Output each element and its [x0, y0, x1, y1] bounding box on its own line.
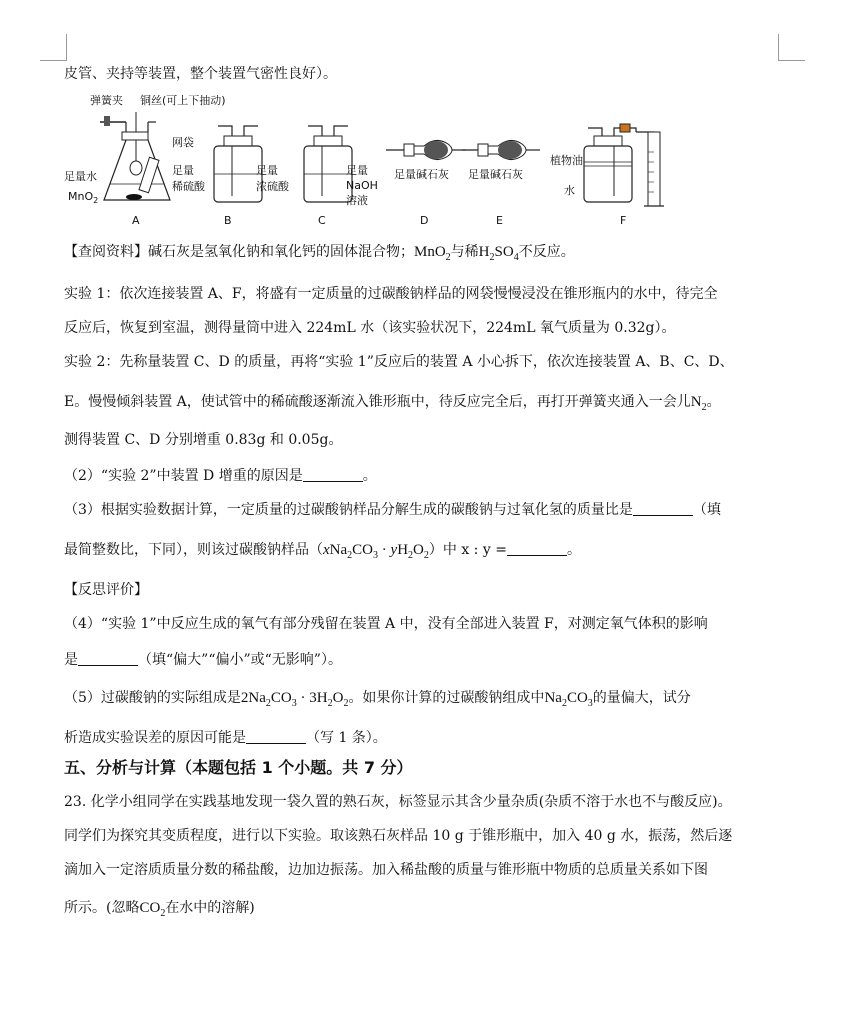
question-5-line-1 [64, 688, 691, 714]
page-corner-mark-right [778, 34, 805, 61]
question-4-line-2 [64, 650, 342, 670]
label-net-bag: 网袋 [172, 136, 194, 149]
apparatus-b [214, 126, 290, 227]
text-line-exp2-c: 测得装置 C、D 分别增重 0.83g 和 0.05g。 [64, 432, 343, 448]
label-mno2-sub: 2 [93, 196, 99, 205]
apparatus-d [386, 140, 466, 227]
apparatus-a [64, 93, 226, 227]
answer-blank-q3-xy[interactable] [507, 541, 567, 556]
q2-text: （2）“实验 2”中装置 D 增重的原因是 [64, 468, 303, 484]
question-3-line-2: 最简整数比，下同），则该过碳酸钠样品$(xNa_2CO_3 \cdot yH_2O_2)$中 x : y = 。 [64, 542, 581, 561]
formula-na2co3: $Na_2CO_3$ [544, 690, 593, 709]
problem-23-line-4 [64, 898, 255, 924]
text-line-info [64, 242, 575, 268]
formula-sample: $xNa_2CO_3 \cdot yH_2O_2$ [323, 542, 429, 561]
q3-text-c: 最简整数比，下同），则该过碳酸钠样品（ [64, 542, 323, 558]
question-5-line-2 [64, 728, 387, 748]
label-dilute-acid-1: 足量 [172, 164, 194, 177]
p23-text-e: 在水中的溶解) [165, 900, 255, 916]
answer-blank-q4[interactable] [78, 651, 138, 666]
problem-23-line-2: 同学们为探究其变质程度，进行以下实验。取该熟石灰样品 10 g 于锥形瓶中，加入 40 g 水，振荡，然后逐 [64, 828, 733, 844]
text-line-exp2-b: E。慢慢倾斜装置 A，使试管中的稀硫酸逐渐流入锥形瓶中，待反应完全后，再打开弹簧夹通入一会儿$N_2$。 [64, 394, 721, 413]
text-line-continuation: 皮管、夹持等装置，整个装置气密性良好）。 [64, 66, 337, 82]
formula-co2: $CO_2$ [139, 900, 166, 919]
label-f-water: 水 [564, 184, 575, 197]
problem-23-line-1: 23. 化学小组同学在实践基地发现一袋久置的熟石灰，标签显示其含少量杂质(杂质不溶于水也不与酸反应)。 [64, 794, 732, 810]
letter-a: A [132, 214, 140, 227]
label-e: 足量碱石灰 [468, 168, 523, 181]
label-mno2-text: MnO [68, 190, 94, 203]
label-c-2: NaOH [346, 179, 378, 192]
q4-text-b: 是 [64, 652, 78, 668]
question-4-line-1: （4）“实验 1”中反应生成的氧气有部分残留在装置 A 中，没有全部进入装置 F，对测定氧气体积的影响 [64, 616, 708, 632]
label-b-1: 足量 [256, 164, 278, 177]
info-part-b: 与稀 [450, 244, 479, 260]
q4-text-c: （填“偏大”“偏小”或“无影响”）。 [138, 652, 342, 668]
letter-b: B [224, 214, 232, 227]
q3-text-d: ）中 x : y = [428, 542, 507, 558]
q5-text-c: 的量偏大，试分 [592, 690, 691, 706]
label-spring-clip: 弹簧夹 [90, 94, 123, 107]
q5-text-b: 。如果你计算的过碳酸钠组成中 [348, 690, 545, 706]
label-oil: 植物油 [550, 154, 583, 167]
answer-blank-q5[interactable] [246, 729, 306, 744]
apparatus-c [304, 126, 378, 227]
letter-d: D [420, 214, 429, 227]
info-part-a: 【查阅资料】碱石灰是氢氧化钠和氧化钙的固体混合物； [64, 244, 414, 260]
exp2-part-b: E。慢慢倾斜装置 A，使试管中的稀硫酸逐渐流入锥形瓶中，待反应完全后，再打开弹簧夹通入一会儿 [64, 394, 691, 410]
page-corner-mark-left [40, 34, 67, 61]
q3-text-b: （填 [692, 502, 721, 518]
formula-mno2: MnO$_2$ [414, 244, 451, 263]
p23-text-d: 所示。(忽略 [64, 900, 140, 916]
formula-h2so4: $H_2SO_4$ [478, 244, 519, 263]
text-line-exp1-a: 实验 1：依次连接装置 A、F，将盛有一定质量的过碳酸钠样品的网袋慢慢浸没在锥形瓶内的水中，待完全 [64, 286, 718, 302]
apparatus-f [550, 124, 664, 227]
label-copper-wire: 铜丝(可上下抽动) [140, 94, 226, 107]
letter-e: E [496, 214, 503, 227]
answer-blank-q3-ratio[interactable] [633, 501, 693, 516]
question-3-line-1 [64, 500, 721, 520]
q3-text-a: （3）根据实验数据计算，一定质量的过碳酸钠样品分解生成的碳酸钠与过氧化氢的质量比是 [64, 502, 633, 518]
formula-n2: $N_2$ [690, 394, 707, 413]
label-water: 足量水 [64, 170, 97, 183]
label-mno2 [68, 190, 98, 205]
problem-23-line-3: 滴加入一定溶质质量分数的稀盐酸，边加边振荡。加入稀盐酸的质量与锥形瓶中物质的总质量关系如下图 [64, 862, 708, 878]
formula-actual-composition: $2Na_2CO_3 \cdot 3H_2O_2$ [240, 690, 349, 709]
label-d: 足量碱石灰 [394, 168, 449, 181]
letter-f: F [620, 214, 627, 227]
label-c-3: 溶液 [346, 194, 368, 207]
q5-text-a: （5）过碳酸钠的实际组成是 [64, 690, 241, 706]
apparatus-e [462, 140, 540, 227]
apparatus-figure [64, 92, 674, 232]
q5-text-d: 析造成实验误差的原因可能是 [64, 730, 246, 746]
label-dilute-acid-2: 稀硫酸 [172, 180, 205, 193]
q5-text-e: （写 1 条）。 [306, 730, 387, 746]
question-2: （2）“实验 2”中装置 D 增重的原因是 。 [64, 468, 377, 484]
text-line-exp1-b: 反应后，恢复到室温，测得量筒中进入 224mL 水（该实验状况下，224mL 氧气质量为 0.32g）。 [64, 320, 676, 336]
label-b-2: 浓硫酸 [256, 180, 289, 193]
label-c-1: 足量 [346, 164, 368, 177]
answer-blank-q2[interactable] [303, 467, 363, 482]
section-reflection: 【反思评价】 [64, 582, 148, 598]
text-line-exp2-a: 实验 2：先称量装置 C、D 的质量，再将“实验 1”反应后的装置 A 小心拆下，依次连接装置 A、B、C、D、 [64, 354, 734, 370]
letter-c: C [318, 214, 326, 227]
info-part-c: 不反应。 [518, 244, 575, 260]
section-title-five: 五、分析与计算（本题包括 1 个小题。共 7 分） [64, 758, 413, 777]
